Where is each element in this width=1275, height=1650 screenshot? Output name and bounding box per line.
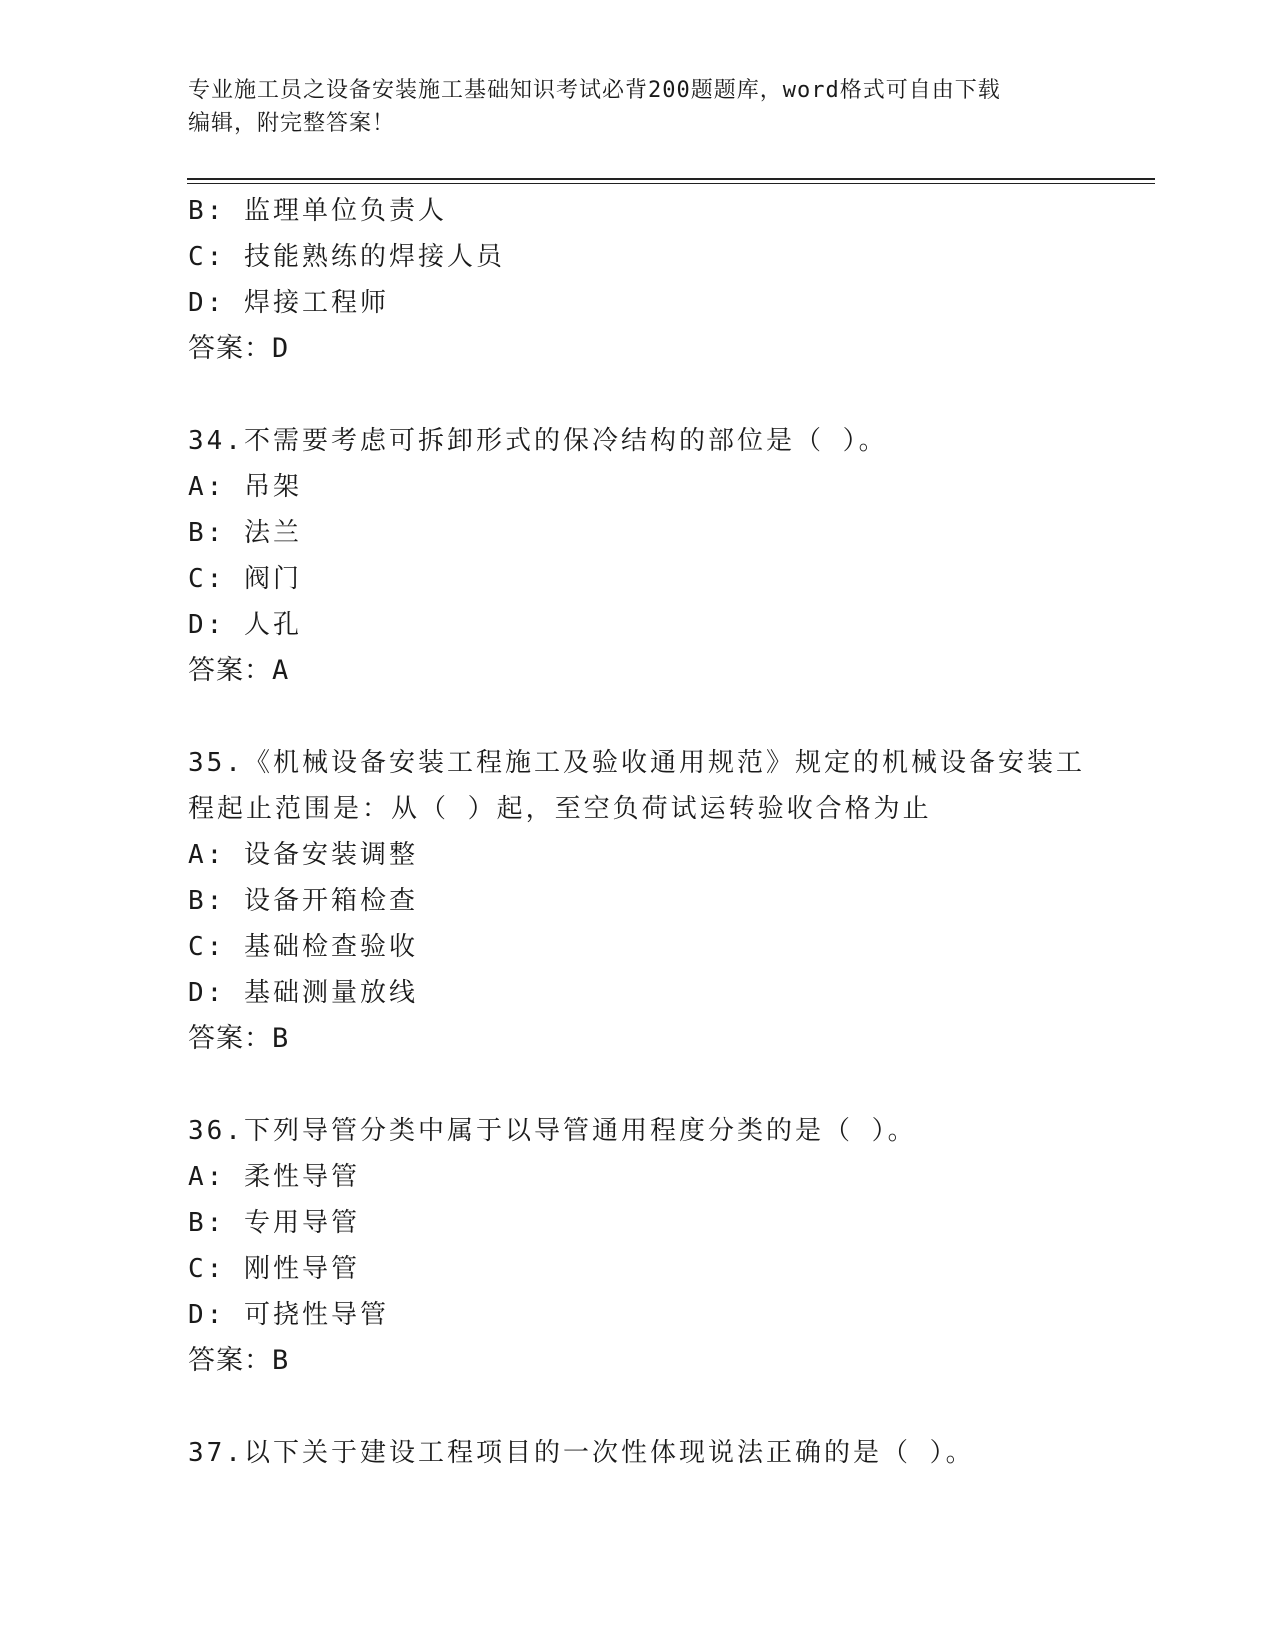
question-line: C: 刚性导管 — [188, 1254, 360, 1284]
header-line-1: 专业施工员之设备安装施工基础知识考试必背200题题库，word格式可自由下载 — [188, 78, 1001, 103]
answer-line: 答案：D — [188, 333, 290, 364]
question-line: A: 设备安装调整 — [188, 840, 418, 870]
question-line: B: 监理单位负责人 — [188, 196, 447, 226]
header-rule-thick — [187, 178, 1155, 180]
question-list — [188, 188, 1088, 1476]
question-line: C: 技能熟练的焊接人员 — [188, 242, 505, 272]
spacer — [188, 694, 1088, 740]
answer-line: 答案：B — [188, 1345, 290, 1376]
question-line: 36.下列导管分类中属于以导管通用程度分类的是（ ）。 — [188, 1116, 917, 1146]
question-line: C: 阀门 — [188, 564, 302, 594]
answer-line: 答案：A — [188, 655, 290, 686]
question-line: A: 吊架 — [188, 472, 302, 502]
question-line: D: 人孔 — [188, 610, 302, 640]
question-line: D: 可挠性导管 — [188, 1300, 389, 1330]
header-line-2: 编辑，附完整答案！ — [188, 111, 396, 136]
question-line: B: 法兰 — [188, 518, 302, 548]
question-line: A: 柔性导管 — [188, 1162, 360, 1192]
question-line: D: 基础测量放线 — [188, 978, 418, 1008]
question-line: 34.不需要考虑可拆卸形式的保冷结构的部位是（ ）。 — [188, 426, 888, 456]
spacer — [188, 1384, 1088, 1430]
document-header — [188, 74, 1088, 140]
spacer — [188, 1062, 1088, 1108]
answer-line: 答案：B — [188, 1023, 290, 1054]
question-line: C: 基础检查验收 — [188, 932, 418, 962]
header-rule-thin — [187, 183, 1155, 184]
question-line: 37.以下关于建设工程项目的一次性体现说法正确的是（ ）。 — [188, 1438, 975, 1468]
spacer — [188, 372, 1088, 418]
question-line: 程起止范围是：从（ ）起，至空负荷试运转验收合格为止 — [188, 794, 932, 824]
question-line: B: 专用导管 — [188, 1208, 360, 1238]
question-line: D: 焊接工程师 — [188, 288, 389, 318]
question-line: 35.《机械设备安装工程施工及验收通用规范》规定的机械设备安装工 — [188, 748, 1085, 778]
question-line: B: 设备开箱检查 — [188, 886, 418, 916]
